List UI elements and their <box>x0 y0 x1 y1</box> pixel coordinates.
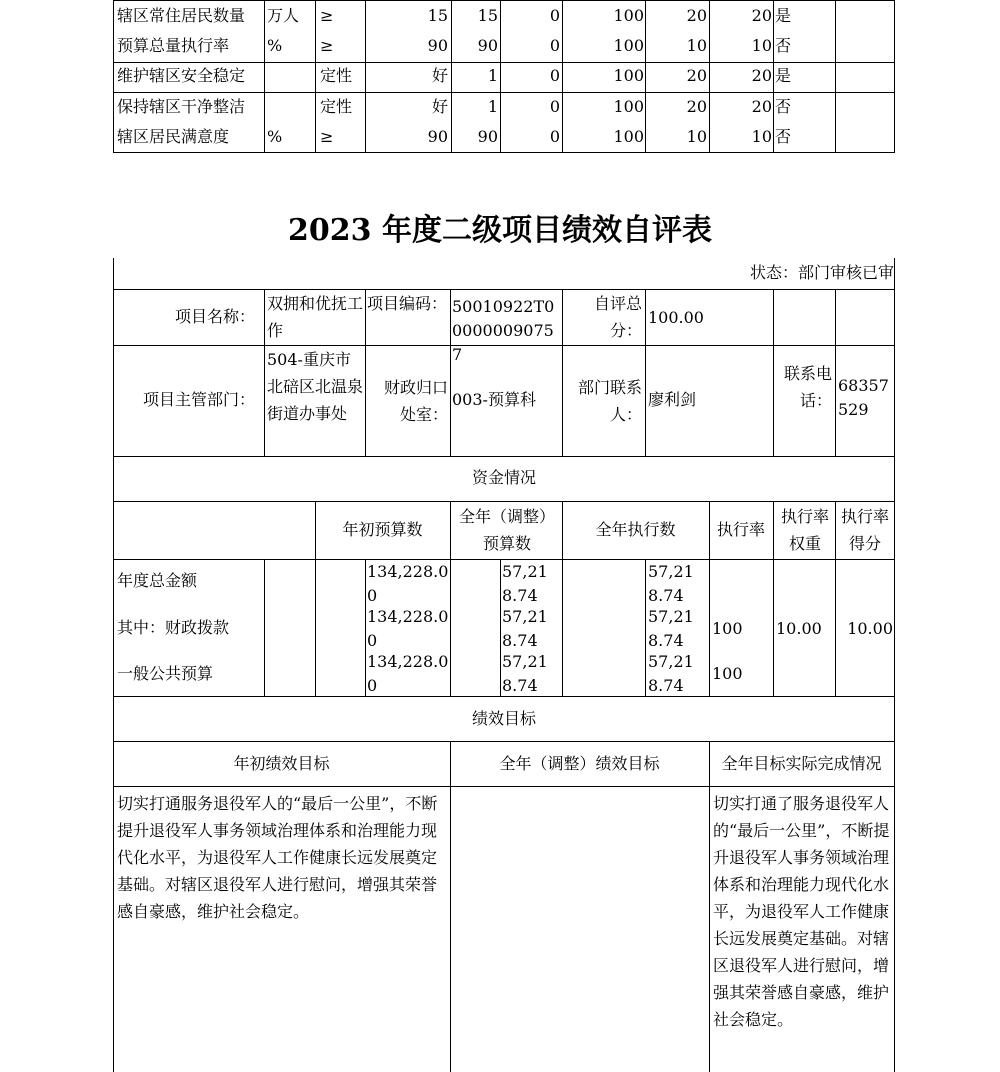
indicator-score-pct: 100 <box>613 36 644 55</box>
indicator-weight: 20 <box>686 6 707 25</box>
indicator-unit: 万人 <box>267 6 300 25</box>
indicator-score-pct: 100 <box>613 66 644 85</box>
funds-adjusted-value: 57,218.74 <box>502 562 548 605</box>
indicator-operator: 定性 <box>320 97 353 116</box>
phone-value: 68357529 <box>838 376 889 419</box>
indicator-actual: 15 <box>477 6 498 25</box>
indicator-target: 好 <box>431 97 448 116</box>
funds-initial-value: 134,228.00 <box>367 607 449 650</box>
indicator-flag: 否 <box>775 36 792 55</box>
funds-adjusted-value: 57,218.74 <box>502 652 548 695</box>
funds-row-label: 一般公共预算 <box>117 664 214 683</box>
indicator-name: 保持辖区干净整洁 <box>117 97 246 116</box>
indicator-actual: 1 <box>487 97 498 116</box>
phone-label: 联系电话： <box>783 364 832 410</box>
contact-value: 廖利剑 <box>648 390 697 409</box>
project-name-label: 项目名称： <box>174 307 255 326</box>
indicator-score: 10 <box>751 127 772 146</box>
indicator-name: 维护辖区安全稳定 <box>117 66 246 85</box>
indicator-weight: 20 <box>686 66 707 85</box>
indicator-target: 90 <box>427 127 448 146</box>
indicator-unit: % <box>267 36 283 55</box>
adjusted-goals-header: 全年（调整）绩效目标 <box>499 754 660 773</box>
funds-section-title: 资金情况 <box>471 468 536 487</box>
indicator-weight: 20 <box>686 97 707 116</box>
funds-exec-rate-value: 100 <box>712 664 743 683</box>
actual-goals-text: 切实打通了服务退役军人的“最后一公里”，不断提升退役军人事务领域治理体系和治理能力现代化水平，为退役军人工作健康长远发展奠定基础。对辖区退役军人进行慰问，增强其荣誉感自豪感，维护社会稳定。 <box>713 794 890 1029</box>
funds-adjusted-value: 57,218.74 <box>502 607 548 650</box>
indicator-operator: ≥ <box>320 6 334 25</box>
indicator-target: 90 <box>427 36 448 55</box>
indicator-deviation: 0 <box>549 6 560 25</box>
goals-section-title: 绩效目标 <box>471 709 536 728</box>
indicator-name: 预算总量执行率 <box>117 36 230 55</box>
initial-goals-text: 切实打通服务退役军人的“最后一公里”，不断提升退役军人事务领域治理体系和治理能力现代化水平，为退役军人工作健康长远发展奠定基础。对辖区退役军人进行慰问，增强其荣誉感自豪感，维护社会稳定。 <box>117 794 438 921</box>
indicator-score: 10 <box>751 36 772 55</box>
actual-goals-header: 全年目标实际完成情况 <box>721 754 882 773</box>
adjusted-budget-header: 全年（调整）预算数 <box>458 507 555 553</box>
exec-weight-header: 执行率权重 <box>780 507 829 553</box>
indicator-actual: 90 <box>477 127 498 146</box>
indicator-flag: 否 <box>775 127 792 146</box>
indicator-deviation: 0 <box>549 36 560 55</box>
indicator-deviation: 0 <box>549 66 560 85</box>
funds-exec-score-value: 10.00 <box>847 619 893 638</box>
indicator-flag: 是 <box>775 6 792 25</box>
department-label: 项目主管部门： <box>142 390 255 409</box>
finance-office-label: 财政归口处室： <box>383 378 448 424</box>
indicator-flag: 否 <box>775 97 792 116</box>
indicator-deviation: 0 <box>549 127 560 146</box>
project-name-value: 双拥和优抚工作 <box>267 294 364 340</box>
indicator-weight: 10 <box>686 127 707 146</box>
funds-exec-weight-value: 10.00 <box>776 619 822 638</box>
indicator-score-pct: 100 <box>613 6 644 25</box>
indicator-target: 好 <box>431 66 448 85</box>
exec-score-header: 执行率得分 <box>840 507 889 553</box>
funds-initial-value: 134,228.00 <box>367 562 449 605</box>
indicator-score: 20 <box>751 6 772 25</box>
indicator-flag: 是 <box>775 66 792 85</box>
finance-office-value: 003-预算科 <box>452 390 536 409</box>
contact-label: 部门联系人： <box>577 378 642 424</box>
department-value: 504-重庆市北碚区北温泉街道办事处 <box>267 350 364 423</box>
funds-initial-value: 134,228.00 <box>367 652 449 695</box>
indicator-score: 20 <box>751 66 772 85</box>
indicator-name: 辖区常住居民数量 <box>117 6 246 25</box>
initial-budget-header: 年初预算数 <box>342 520 423 539</box>
funds-exec-rate-value: 100 <box>712 619 743 638</box>
funds-executed-value: 57,218.74 <box>648 607 694 650</box>
project-code-label: 项目编码： <box>367 294 448 313</box>
indicator-target: 15 <box>427 6 448 25</box>
approval-status: 状态：部门审核已审 <box>749 263 894 282</box>
funds-executed-value: 57,218.74 <box>648 562 694 605</box>
self-score-value: 100.00 <box>648 308 704 327</box>
indicator-score: 20 <box>751 97 772 116</box>
self-score-label: 自评总分： <box>593 294 642 340</box>
initial-goals-header: 年初绩效目标 <box>233 754 330 773</box>
funds-executed-value: 57,218.74 <box>648 652 694 695</box>
indicator-actual: 90 <box>477 36 498 55</box>
indicator-weight: 10 <box>686 36 707 55</box>
indicator-score-pct: 100 <box>613 127 644 146</box>
indicator-unit: % <box>267 127 283 146</box>
indicator-operator: 定性 <box>320 66 353 85</box>
indicator-operator: ≥ <box>320 36 334 55</box>
indicator-name: 辖区居民满意度 <box>117 127 230 146</box>
funds-row-label: 年度总金额 <box>117 571 198 590</box>
project-code-value: 50010922T000000090757 <box>452 297 555 364</box>
executed-header: 全年执行数 <box>595 520 676 539</box>
indicator-actual: 1 <box>487 66 498 85</box>
indicator-operator: ≥ <box>320 127 334 146</box>
indicator-score-pct: 100 <box>613 97 644 116</box>
indicator-deviation: 0 <box>549 97 560 116</box>
funds-row-label: 其中：财政拨款 <box>117 618 230 637</box>
exec-rate-header: 执行率 <box>716 520 765 539</box>
page-title: 2023 年度二级项目绩效自评表 <box>288 213 712 248</box>
